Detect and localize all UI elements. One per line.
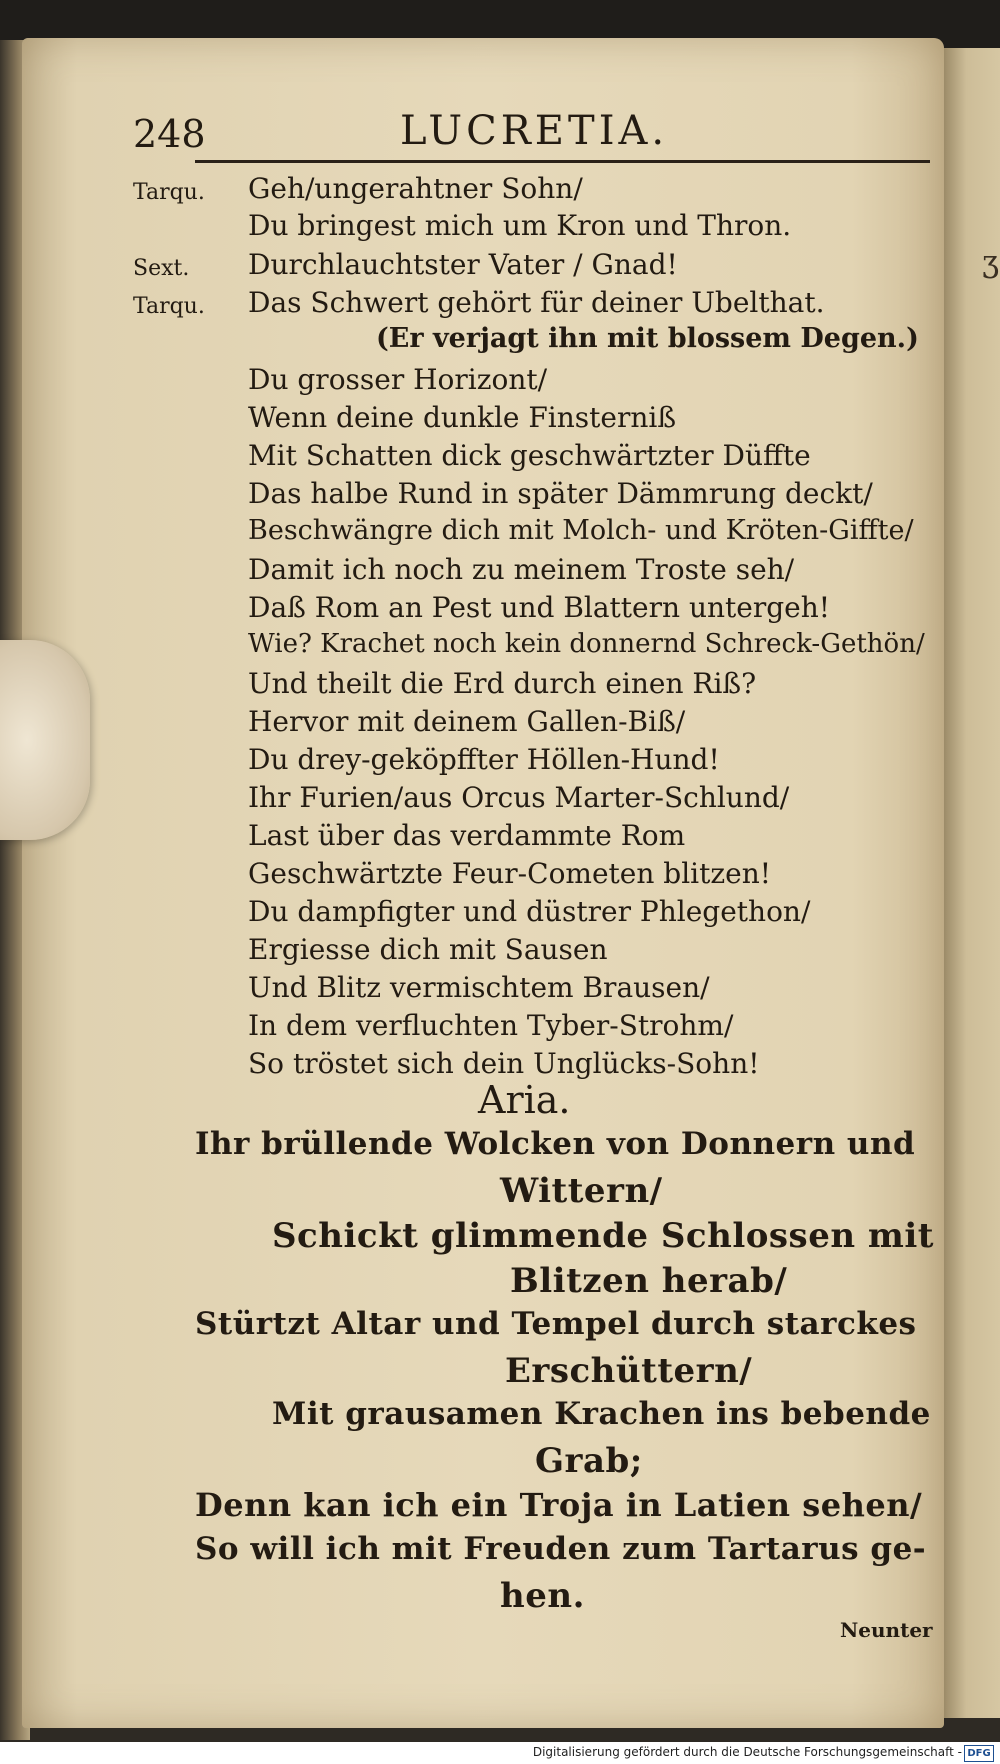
aria-line: So will ich mit Freuden zum Tartarus ge-: [195, 1531, 927, 1567]
catchword: Neunter: [840, 1618, 933, 1642]
monologue-line: Und theilt die Erd durch einen Riß?: [248, 667, 757, 700]
monologue-line: Ihr Furien/aus Orcus Marter-Schlund/: [248, 781, 790, 814]
aria-line: Blitzen herab/: [510, 1261, 788, 1301]
stage-direction: (Er verjagt ihn mit blossem Degen.): [376, 323, 919, 354]
thumb: [0, 640, 90, 840]
funding-credit: Digitalisierung gefördert durch die Deutsche Forschungsgemeinschaft -: [532, 1745, 962, 1759]
monologue-line: Mit Schatten dick geschwärtzter Düffte: [248, 439, 811, 472]
monologue-line: Und Blitz vermischtem Brausen/: [248, 971, 710, 1004]
aria-line: Denn kan ich ein Troja in Latien sehen/: [195, 1486, 923, 1524]
monologue-line: Das halbe Rund in später Dämmrung deckt/: [248, 477, 873, 510]
monologue-line: Du dampfigter und düstrer Phlegethon/: [248, 895, 811, 928]
header-rule: [195, 160, 930, 163]
verse-line: Durchlauchtster Vater / Gnad!: [248, 248, 678, 281]
monologue-line: So tröstet sich dein Unglücks-Sohn!: [248, 1047, 760, 1080]
dfg-logo: DFG: [964, 1745, 994, 1762]
aria-line: Ihr brüllende Wolcken von Donnern und: [195, 1126, 916, 1162]
facing-page-glyph: ʒ: [982, 245, 999, 280]
monologue-line: Geschwärtzte Feur-Cometen blitzen!: [248, 857, 771, 890]
aria-line: Wittern/: [500, 1171, 663, 1211]
monologue-line: Daß Rom an Pest und Blattern untergeh!: [248, 591, 830, 624]
facing-page-edge: [944, 48, 1000, 1718]
monologue-line: Beschwängre dich mit Molch- und Kröten-Giffte/: [248, 515, 914, 546]
verse-line: Du bringest mich um Kron und Thron.: [248, 209, 792, 242]
speaker-label: Tarqu.: [133, 294, 205, 319]
aria-line: Mit grausamen Krachen ins bebende: [272, 1396, 931, 1432]
running-title: LUCRETIA.: [400, 108, 669, 154]
monologue-line: Last über das verdammte Rom: [248, 819, 686, 852]
aria-line: Stürtzt Altar und Tempel durch starckes: [195, 1306, 917, 1342]
aria-line: hen.: [500, 1576, 585, 1616]
monologue-line: In dem verfluchten Tyber-Strohm/: [248, 1009, 734, 1042]
aria-line: Grab;: [535, 1441, 643, 1481]
monologue-line: Wie? Krachet noch kein donnernd Schreck-Gethön/: [248, 629, 925, 659]
speaker-label: Tarqu.: [133, 180, 205, 205]
monologue-line: Damit ich noch zu meinem Troste seh/: [248, 553, 795, 586]
monologue-line: Hervor mit deinem Gallen-Biß/: [248, 705, 686, 738]
monologue-line: Du drey-geköpffter Höllen-Hund!: [248, 743, 720, 776]
monologue-line: Du grosser Horizont/: [248, 363, 548, 396]
page-number: 248: [133, 112, 206, 156]
aria-line: Erschüttern/: [505, 1351, 753, 1391]
verse-line: Das Schwert gehört für deiner Ubelthat.: [248, 286, 825, 319]
monologue-line: Wenn deine dunkle Finsterniß: [248, 401, 677, 434]
aria-heading: Aria.: [478, 1078, 571, 1122]
speaker-label: Sext.: [133, 256, 190, 281]
aria-line: Schickt glimmende Schlossen mit: [272, 1216, 934, 1256]
monologue-line: Ergiesse dich mit Sausen: [248, 933, 608, 966]
verse-line: Geh/ungerahtner Sohn/: [248, 172, 583, 205]
